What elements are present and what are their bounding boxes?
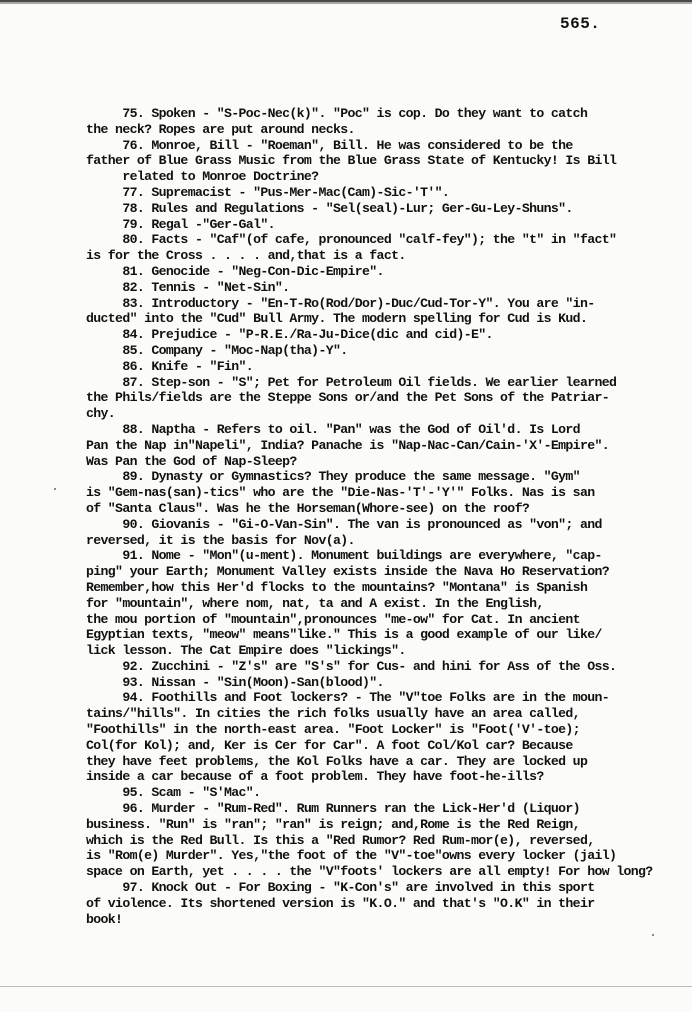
text-line: of "Santa Claus". Was he the Horseman(Whore-see) on the roof? bbox=[86, 500, 530, 516]
text-line: 92. Zucchini - "Z's" are "S's" for Cus- and hini for Ass of the Oss. bbox=[86, 658, 617, 674]
text-line: for "mountain", where nom, nat, ta and A exist. In the English, bbox=[86, 595, 544, 611]
text-line: is "Rom(e) Murder". Yes,"the foot of the "V"-toe"owns every locker (jail) bbox=[86, 848, 617, 864]
text-line: 91. Nome - "Mon"(u-ment). Monument buildings are everywhere, "cap- bbox=[86, 548, 602, 564]
text-line: "Foothills" in the north-east area. "Foot Locker" is "Foot('V'-toe); bbox=[86, 722, 580, 738]
page-bottom-edge bbox=[0, 986, 692, 987]
scan-speck bbox=[54, 488, 56, 490]
text-line: 78. Rules and Regulations - "Sel(seal)-Lur; Ger-Gu-Ley-Shuns". bbox=[86, 200, 573, 216]
text-line: is "Gem-nas(san)-tics" who are the "Die-Nas-'T'-'Y'" Folks. Nas is san bbox=[86, 485, 595, 501]
text-line: space on Earth, yet . . . . the "V"foots' lockers are all empty! For how long? bbox=[86, 864, 653, 880]
text-line: of violence. Its shortened version is "K.O." and that's "O.K" in their bbox=[86, 895, 595, 911]
text-line: tains/"hills". In cities the rich folks usually have an area called, bbox=[86, 706, 580, 722]
text-line: 96. Murder - "Rum-Red". Rum Runners ran the Lick-Her'd (Liquor) bbox=[86, 801, 580, 817]
text-line: 86. Knife - "Fin". bbox=[86, 358, 254, 374]
text-line: is for the Cross . . . . and,that is a fact. bbox=[86, 248, 406, 264]
text-line: Pan the Nap in"Napeli", India? Panache is "Nap-Nac-Can/Cain-'X'-Empire". bbox=[86, 437, 609, 453]
text-line: 88. Naptha - Refers to oil. "Pan" was the God of Oil'd. Is Lord bbox=[86, 421, 580, 437]
text-line: Was Pan the God of Nap-Sleep? bbox=[86, 453, 297, 469]
page-number: 565. bbox=[560, 15, 601, 33]
text-line: 82. Tennis - "Net-Sin". bbox=[86, 279, 290, 295]
text-line: 81. Genocide - "Neg-Con-Dic-Empire". bbox=[86, 263, 384, 279]
text-line: ping" your Earth; Monument Valley exists inside the Nava Ho Reservation? bbox=[86, 564, 609, 580]
text-line: reversed, it is the basis for Nov(a). bbox=[86, 532, 355, 548]
scan-speck bbox=[652, 934, 654, 936]
text-line: 90. Giovanis - "Gi-O-Van-Sin". The van is pronounced as "von"; and bbox=[86, 516, 602, 532]
scan-top-edge bbox=[0, 0, 692, 8]
text-line: father of Blue Grass Music from the Blue Grass State of Kentucky! Is Bill bbox=[86, 153, 617, 169]
text-line: 79. Regal -"Ger-Gal". bbox=[86, 216, 275, 232]
text-line: Egyptian texts, "meow" means"like." This is a good example of our like/ bbox=[86, 627, 602, 643]
text-line: book! bbox=[86, 911, 123, 927]
text-line: 87. Step-son - "S"; Pet for Petroleum Oil fields. We earlier learned bbox=[86, 374, 617, 390]
text-line: 94. Foothills and Foot lockers? - The "V"toe Folks are in the moun- bbox=[86, 690, 609, 706]
text-line: the neck? Ropes are put around necks. bbox=[86, 121, 355, 137]
text-line: they have feet problems, the Kol Folks have a car. They are locked up bbox=[86, 753, 588, 769]
text-line: which is the Red Bull. Is this a "Red Rumor? Red Rum-mor(e), reversed, bbox=[86, 832, 595, 848]
text-line: business. "Run" is "ran"; "ran" is reign; and,Rome is the Red Reign, bbox=[86, 816, 580, 832]
text-line: ducted" into the "Cud" Bull Army. The modern spelling for Cud is Kud. bbox=[86, 311, 588, 327]
text-line: Col(for Kol); and, Ker is Cer for Car". A foot Col/Kol car? Because bbox=[86, 737, 573, 753]
text-line: the Phils/fields are the Steppe Sons or/and the Pet Sons of the Patriar- bbox=[86, 390, 609, 406]
text-line: 95. Scam - "S'Mac". bbox=[86, 785, 261, 801]
text-line: 85. Company - "Moc-Nap(tha)-Y". bbox=[86, 342, 348, 358]
text-line: 97. Knock Out - For Boxing - "K-Con's" are involved in this sport bbox=[86, 880, 595, 896]
text-line: chy. bbox=[86, 406, 116, 422]
text-line: 84. Prejudice - "P-R.E./Ra-Ju-Dice(dic and cid)-E". bbox=[86, 327, 493, 343]
body-text bbox=[86, 106, 666, 927]
text-line: 83. Introductory - "En-T-Ro(Rod/Dor)-Duc/Cud-Tor-Y". You are "in- bbox=[86, 295, 595, 311]
text-line: 93. Nissan - "Sin(Moon)-San(blood)". bbox=[86, 674, 384, 690]
text-line: 75. Spoken - "S-Poc-Nec(k)". "Poc" is cop. Do they want to catch bbox=[86, 106, 588, 121]
text-line: 89. Dynasty or Gymnastics? They produce the same message. "Gym" bbox=[86, 469, 580, 485]
text-line: 76. Monroe, Bill - "Roeman", Bill. He was considered to be the bbox=[86, 137, 573, 153]
text-line: Remember,how this Her'd flocks to the mountains? "Montana" is Spanish bbox=[86, 579, 588, 595]
text-line: inside a car because of a foot problem. They have foot-he-ills? bbox=[86, 769, 544, 785]
text-line: related to Monroe Doctrine? bbox=[86, 169, 319, 185]
text-line: 77. Supremacist - "Pus-Mer-Mac(Cam)-Sic-'T'". bbox=[86, 184, 450, 200]
text-line: 80. Facts - "Caf"(of cafe, pronounced "calf-fey"); the "t" in "fact" bbox=[86, 232, 617, 248]
text-line: the mou portion of "mountain",pronounces "me-ow" for Cat. In ancient bbox=[86, 611, 580, 627]
text-line: lick lesson. The Cat Empire does "lickings". bbox=[86, 643, 406, 659]
